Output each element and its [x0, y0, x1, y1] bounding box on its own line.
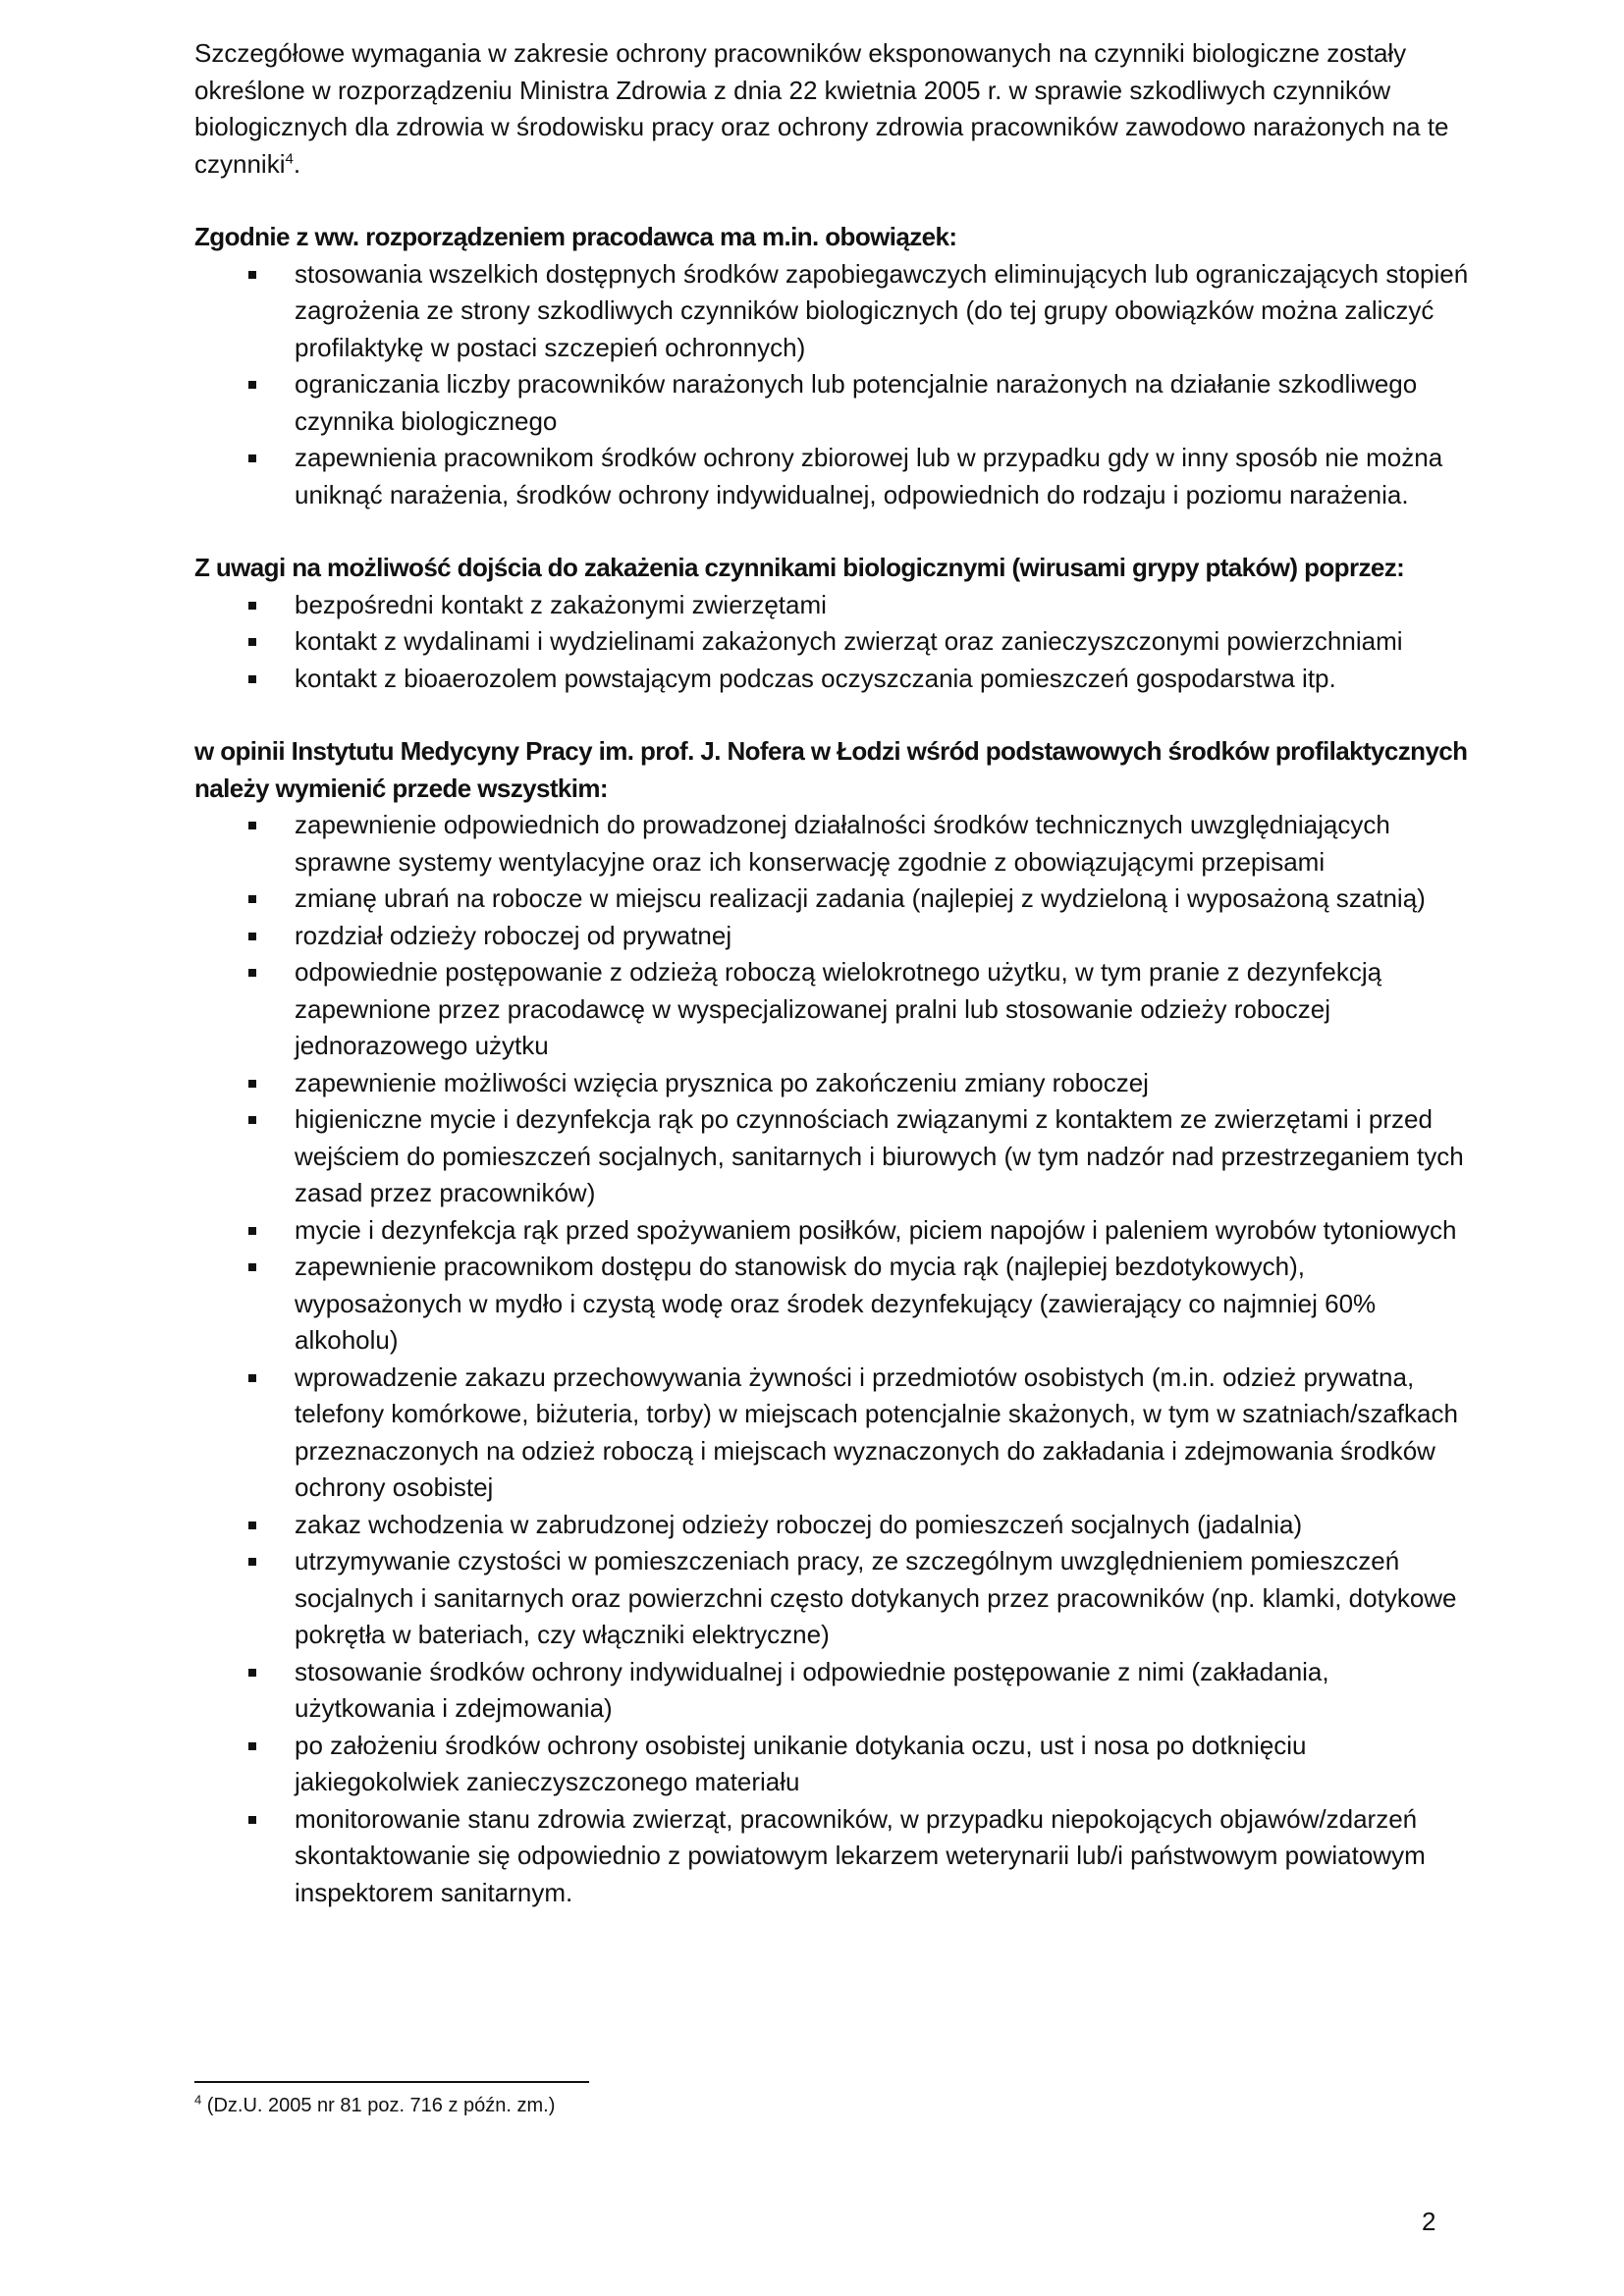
- section-heading-infection-routes: Z uwagi na możliwość dojścia do zakażenia czynnikami biologicznymi (wirusami grypy ptaków) poprzez:: [194, 553, 1405, 582]
- footnote-reference[interactable]: 4: [285, 149, 294, 167]
- list-item: kontakt z wydalinami i wydzielinami zakażonych zwierząt oraz zanieczyszczonymi powierzchniami: [194, 623, 1471, 661]
- list-item: utrzymywanie czystości w pomieszczeniach pracy, ze szczególnym uwzględnieniem pomieszczeń socjalnych i sanitarnych oraz powierzchni często dotykanych przez pracowników (np. klamki, dotykowe pokrętła w bateriach, czy włączniki elektryczne): [194, 1543, 1471, 1654]
- list-item: higieniczne mycie i dezynfekcja rąk po czynnościach związanymi z kontaktem ze zwierzętami i przed wejściem do pomieszczeń socjalnych, sanitarnych i biurowych (w tym nadzór nad przestrzeganiem tych zasad przez pracowników): [194, 1101, 1471, 1212]
- footnote-separator: [194, 2081, 589, 2083]
- section-heading-prevention: w opinii Instytutu Medycyny Pracy im. prof. J. Nofera w Łodzi wśród podstawowych środków profilaktycznych należy wymienić przede wszystkim:: [194, 736, 1468, 803]
- infection-routes-list: [194, 587, 1471, 698]
- list-item: mycie i dezynfekcja rąk przed spożywaniem posiłków, piciem napojów i paleniem wyrobów tytoniowych: [194, 1212, 1471, 1250]
- intro-paragraph: [194, 35, 1471, 183]
- list-item: zapewnienie możliwości wzięcia prysznica po zakończeniu zmiany roboczej: [194, 1065, 1471, 1102]
- list-item: odpowiednie postępowanie z odzieżą roboczą wielokrotnego użytku, w tym pranie z dezynfekcją zapewnione przez pracodawcę w wyspecjalizowanej pralni lub stosowanie odzieży roboczej jednorazowego użytku: [194, 954, 1471, 1065]
- list-item: stosowanie środków ochrony indywidualnej i odpowiednie postępowanie z nimi (zakładania, użytkowania i zdejmowania): [194, 1654, 1471, 1728]
- list-item: rozdział odzieży roboczej od prywatnej: [194, 918, 1471, 955]
- page-number: 2: [1422, 2207, 1436, 2236]
- list-item: zmianę ubrań na robocze w miejscu realizacji zadania (najlepiej z wydzieloną i wyposażoną szatnią): [194, 881, 1471, 918]
- list-item: bezpośredni kontakt z zakażonymi zwierzętami: [194, 587, 1471, 624]
- intro-text: Szczegółowe wymagania w zakresie ochrony pracowników eksponowanych na czynniki biologiczne zostały określone w rozporządzeniu Ministra Zdrowia z dnia 22 kwietnia 2005 r. w sprawie szkodliwych czynników biologicznych dla zdrowia w środowisku pracy oraz ochrony zdrowia pracowników zawodowo narażonych na te czynniki: [194, 38, 1449, 179]
- list-item: kontakt z bioaerozolem powstającym podczas oczyszczania pomieszczeń gospodarstwa itp.: [194, 661, 1471, 698]
- list-item: zapewnienie odpowiednich do prowadzonej działalności środków technicznych uwzględniających sprawne systemy wentylacyjne oraz ich konserwację zgodnie z obowiązującymi przepisami: [194, 807, 1471, 881]
- list-item: wprowadzenie zakazu przechowywania żywności i przedmiotów osobistych (m.in. odzież prywatna, telefony komórkowe, biżuteria, torby) w miejscach potencjalnie skażonych, w tym w szatniach/szafkach przeznaczonych na odzież roboczą i miejscach wyznaczonych do zakładania i zdejmowania środków ochrony osobistej: [194, 1360, 1471, 1507]
- list-item: ograniczania liczby pracowników narażonych lub potencjalnie narażonych na działanie szkodliwego czynnika biologicznego: [194, 366, 1471, 440]
- page-content: [194, 35, 1471, 1948]
- list-item: zakaz wchodzenia w zabrudzonej odzieży roboczej do pomieszczeń socjalnych (jadalnia): [194, 1507, 1471, 1544]
- footnote: [194, 2091, 555, 2120]
- footnote-number: 4: [194, 2092, 202, 2108]
- list-item: zapewnienia pracownikom środków ochrony zbiorowej lub w przypadku gdy w inny sposób nie można uniknąć narażenia, środków ochrony indywidualnej, odpowiednich do rodzaju i poziomu narażenia.: [194, 440, 1471, 513]
- obligations-list: [194, 256, 1471, 514]
- list-item: stosowania wszelkich dostępnych środków zapobiegawczych eliminujących lub ograniczających stopień zagrożenia ze strony szkodliwych czynników biologicznych (do tej grupy obowiązków można zaliczyć profilaktykę w postaci szczepień ochronnych): [194, 256, 1471, 367]
- section-heading-obligations: Zgodnie z ww. rozporządzeniem pracodawca ma m.in. obowiązek:: [194, 222, 957, 251]
- list-item: monitorowanie stanu zdrowia zwierząt, pracowników, w przypadku niepokojących objawów/zdarzeń skontaktowanie się odpowiednio z powiatowym lekarzem weterynarii lub/i państwowym powiatowym inspektorem sanitarnym.: [194, 1801, 1471, 1912]
- intro-end: .: [293, 148, 301, 179]
- footnote-text: (Dz.U. 2005 nr 81 poz. 716 z późn. zm.): [201, 2095, 556, 2116]
- list-item: po założeniu środków ochrony osobistej unikanie dotykania oczu, ust i nosa po dotknięciu jakiegokolwiek zanieczyszczonego materiału: [194, 1728, 1471, 1801]
- prevention-list: [194, 807, 1471, 1911]
- list-item: zapewnienie pracownikom dostępu do stanowisk do mycia rąk (najlepiej bezdotykowych), wyposażonych w mydło i czystą wodę oraz środek dezynfekujący (zawierający co najmniej 60% alkoholu): [194, 1249, 1471, 1360]
